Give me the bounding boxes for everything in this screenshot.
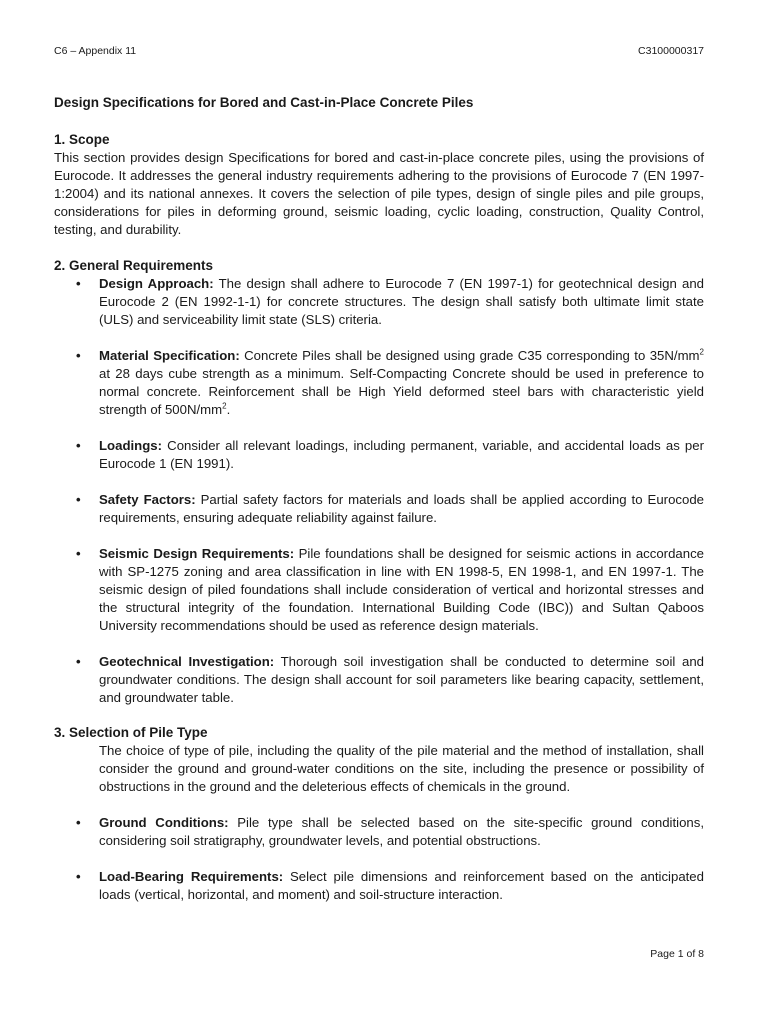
selection-intro-paragraph: The choice of type of pile, including the quality of the pile material and the method of installation, shall consider the ground and ground-water conditions on the site, including the presence or possibility of obstructions in the ground and the deleterious effects of chemicals in the ground.	[99, 743, 704, 794]
term-seismic-design: Seismic Design Requirements:	[99, 546, 295, 561]
term-safety-factors: Safety Factors:	[99, 492, 196, 507]
bullet-icon: •	[76, 438, 81, 453]
term-material-specification: Material Specification:	[99, 348, 240, 363]
list-item-design-approach	[54, 275, 704, 329]
page-number: Page 1 of 8	[650, 948, 704, 960]
term-load-bearing: Load-Bearing Requirements:	[99, 869, 284, 884]
list-item-seismic-design	[54, 545, 704, 635]
bullet-icon: •	[76, 348, 81, 363]
term-ground-conditions: Ground Conditions:	[99, 815, 229, 830]
superscript: 2	[222, 401, 227, 411]
text-material-a: Concrete Piles shall be designed using grade C35 corresponding to 35N/mm	[239, 348, 700, 363]
text-ground-conditions: Pile type shall be selected based on the site-specific ground conditions, considering soil stratigraphy, groundwater levels, and potential obstructions.	[99, 815, 704, 848]
bullet-icon: •	[76, 492, 81, 507]
scope-paragraph: This section provides design Specifications for bored and cast-in-place concrete piles, using the provisions of Eurocode. It addresses the general industry requirements adhering to the provisions of Eurocode 7 (EN 1997-1:2004) and its national annexes. It covers the selection of pile types, design of single piles and pile groups, considerations for piles in deforming ground, seismic loading, cyclic loading, construction, Quality Control, testing, and durability.	[54, 150, 704, 237]
list-item-safety-factors	[54, 491, 704, 527]
bullet-icon: •	[76, 276, 81, 291]
text-safety-factors: Partial safety factors for materials and loads shall be applied according to Eurocode requirements, ensuring adequate reliability against failure.	[99, 492, 704, 525]
list-item-ground-conditions	[54, 814, 704, 850]
header-document-number: C3100000317	[638, 45, 704, 57]
list-item-geotechnical-investigation	[54, 653, 704, 707]
text-geotechnical-investigation: Thorough soil investigation shall be conducted to determine soil and groundwater conditions. The design shall account for soil parameters like bearing capacity, settlement, and groundwater table.	[99, 654, 704, 705]
section-heading-scope: 1. Scope	[54, 132, 110, 147]
bullet-icon: •	[76, 815, 81, 830]
list-item-load-bearing	[54, 868, 704, 904]
text-material-c: .	[226, 402, 231, 417]
text-load-bearing: Select pile dimensions and reinforcement based on the anticipated loads (vertical, horizontal, and moment) and soil-structure interaction.	[99, 869, 704, 902]
term-loadings: Loadings:	[99, 438, 163, 453]
section-scope	[54, 131, 704, 239]
bullet-icon: •	[76, 654, 81, 669]
text-loadings: Consider all relevant loadings, including permanent, variable, and accidental loads as per Eurocode 1 (EN 1991).	[99, 438, 704, 471]
selection-list	[54, 814, 704, 904]
section-general-requirements	[54, 257, 704, 707]
section-selection-of-pile-type	[54, 724, 704, 904]
term-design-approach: Design Approach:	[99, 276, 214, 291]
text-design-approach: The design shall adhere to Eurocode 7 (EN 1997-1) for geotechnical design and Eurocode 2 (EN 1992-1-1) for concrete structures. The design shall satisfy both ultimate limit state (ULS) and serviceability limit state (SLS) criteria.	[99, 276, 704, 327]
list-item-material-specification	[54, 347, 704, 419]
text-material-b: at 28 days cube strength as a minimum. Self-Compacting Concrete should be used in preference to normal concrete. Reinforcement shall be High Yield deformed steel bars with characteristic yield strength of 500N/mm	[99, 366, 704, 417]
section-heading-selection: 3. Selection of Pile Type	[54, 725, 208, 740]
list-item-loadings	[54, 437, 704, 473]
document-title: Design Specifications for Bored and Cast-in-Place Concrete Piles	[54, 95, 474, 110]
term-geotechnical-investigation: Geotechnical Investigation:	[99, 654, 275, 669]
superscript: 2	[699, 347, 704, 357]
header-appendix-label: C6 – Appendix 11	[54, 45, 137, 57]
bullet-icon: •	[76, 869, 81, 884]
text-seismic-design: Pile foundations shall be designed for seismic actions in accordance with SP-1275 zoning and area classification in line with EN 1998-5, EN 1998-1, and EN 1997-1. The seismic design of piled foundations shall include consideration of vertical and horizontal stresses and the structural integrity of the foundation. International Building Code (IBC)) and Sultan Qaboos University recommendations should be used as reference design materials.	[99, 546, 705, 633]
bullet-icon: •	[76, 546, 81, 561]
general-requirements-list	[54, 275, 704, 707]
section-heading-general: 2. General Requirements	[54, 258, 214, 273]
